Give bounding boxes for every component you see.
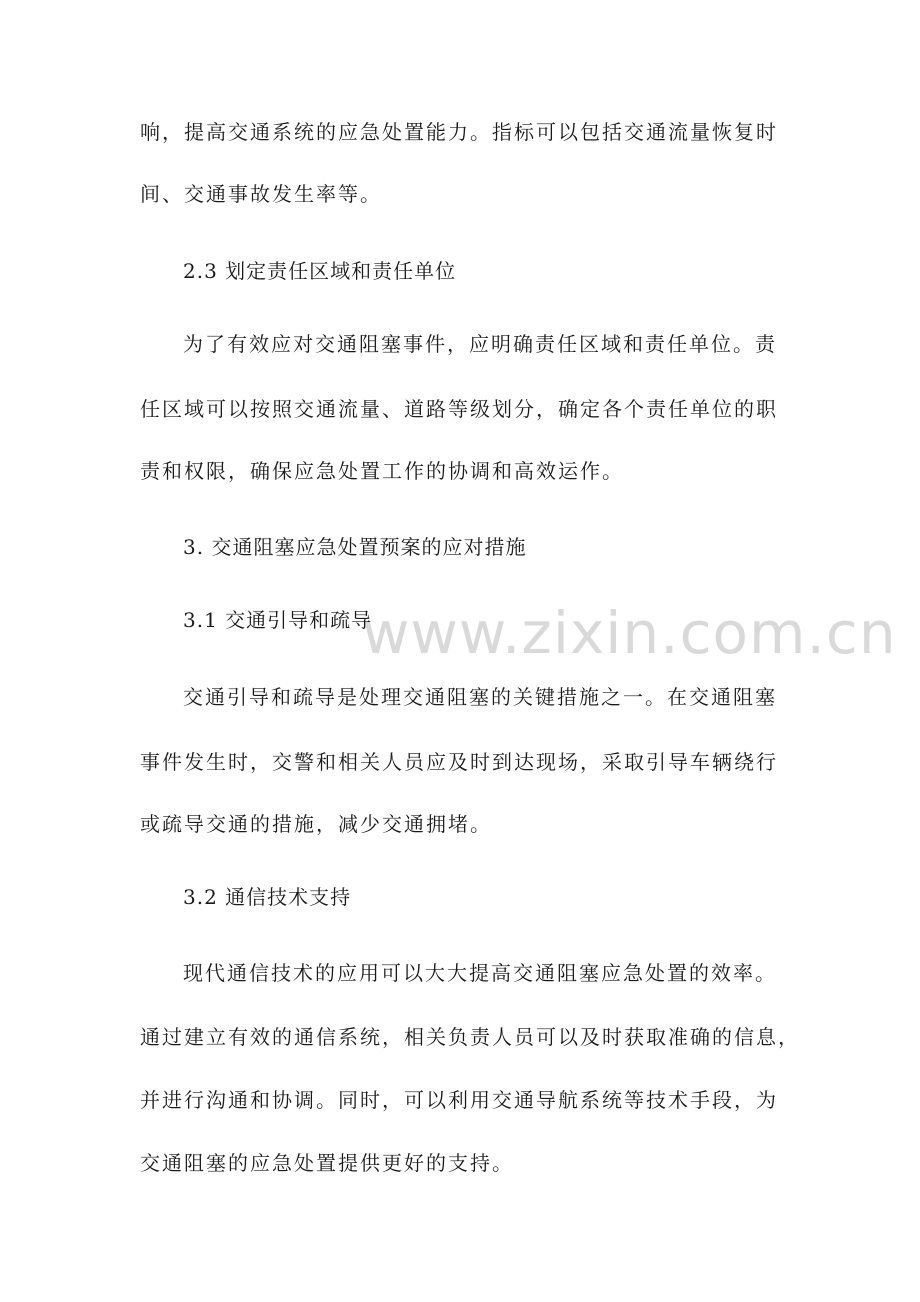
- section-heading: 3. 交通阻塞应急处置预案的应对措施: [183, 535, 527, 559]
- paragraph-line: 责和权限，确保应急处置工作的协调和高效运作。: [140, 459, 624, 483]
- paragraph-line: 间、交通事故发生率等。: [140, 182, 382, 206]
- paragraph-line: 任区域可以按照交通流量、道路等级划分，确定各个责任单位的职: [140, 397, 778, 421]
- paragraph-line: 通过建立有效的通信系统，相关负责人员可以及时获取准确的信息，: [140, 1025, 800, 1049]
- paragraph-line: 或疏导交通的措施，减少交通拥堵。: [140, 812, 492, 836]
- paragraph-line: 并进行沟通和协调。同时，可以利用交通导航系统等技术手段，为: [140, 1088, 778, 1112]
- paragraph-line: 交通引导和疏导是处理交通阻塞的关键措施之一。在交通阻塞: [183, 685, 777, 709]
- section-heading: 3.1 交通引导和疏导: [183, 608, 373, 632]
- paragraph-line: 现代通信技术的应用可以大大提高交通阻塞应急处置的效率。: [183, 961, 777, 985]
- paragraph-line: 事件发生时，交警和相关人员应及时到达现场，采取引导车辆绕行: [140, 750, 778, 774]
- watermark: www.zixin.com.cn: [362, 599, 897, 667]
- section-heading: 3.2 通信技术支持: [183, 885, 352, 909]
- section-heading: 2.3 划定责任区域和责任单位: [183, 259, 457, 283]
- paragraph-line: 响，提高交通系统的应急处置能力。指标可以包括交通流量恢复时: [140, 120, 778, 144]
- paragraph-line: 为了有效应对交通阻塞事件，应明确责任区域和责任单位。责: [183, 332, 777, 356]
- paragraph-line: 交通阻塞的应急处置提供更好的支持。: [140, 1151, 514, 1175]
